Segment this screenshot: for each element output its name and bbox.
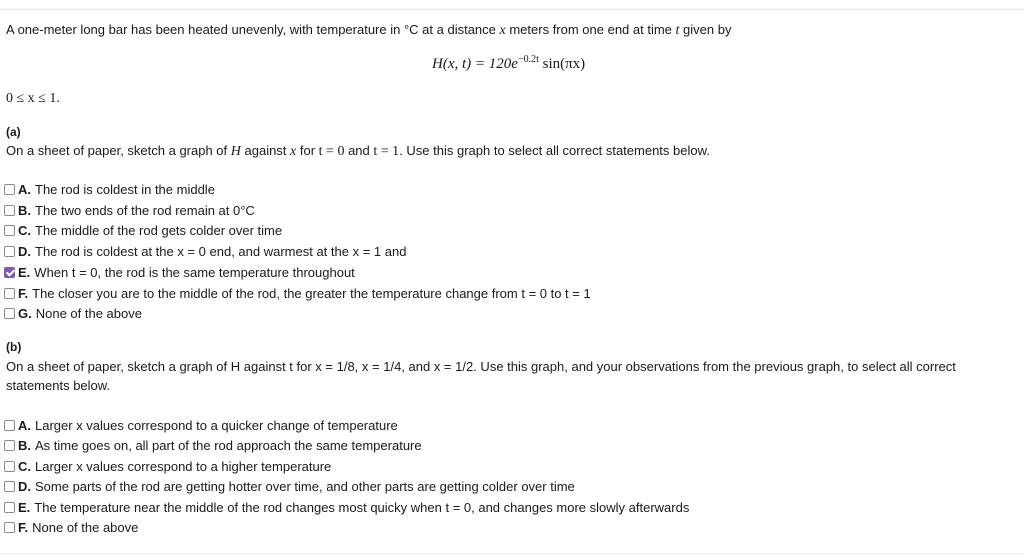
heat-formula <box>432 54 585 73</box>
var-t: t <box>675 23 680 38</box>
part-a-option-e[interactable] <box>4 263 355 281</box>
option-text: As time goes on, all part of the rod approach the same temperature <box>35 437 422 453</box>
problem-intro <box>6 22 731 39</box>
prompt-text: On a sheet of paper, sketch a graph of <box>6 143 231 158</box>
prompt-text: against <box>240 143 291 158</box>
intro-text: A one-meter long bar has been heated unevenly, with temperature in <box>6 22 404 37</box>
prompt-text: . Use this graph to select all correct statements below. <box>399 143 710 158</box>
intro-text: at a distance <box>418 22 500 37</box>
part-a-option-c[interactable] <box>4 221 282 239</box>
checkbox[interactable] <box>4 288 15 299</box>
option-text: The rod is coldest in the middle <box>35 181 215 197</box>
option-letter: F. <box>18 519 29 535</box>
bottom-divider <box>0 553 1024 554</box>
checkbox[interactable] <box>4 246 15 257</box>
formula-lhs: H(x, t) = 120e <box>432 56 518 72</box>
checkbox[interactable] <box>4 184 15 195</box>
checkbox[interactable] <box>4 420 15 431</box>
part-b-option-f[interactable] <box>4 518 138 536</box>
option-text: None of the above <box>35 305 142 321</box>
option-letter: A. <box>18 181 31 197</box>
checkbox[interactable] <box>4 481 15 492</box>
option-text: The rod is coldest at the x = 0 end, and warmest at the x = 1 and <box>35 243 407 259</box>
part-b-option-d[interactable] <box>4 477 575 495</box>
checkbox[interactable] <box>4 267 15 278</box>
part-b-label: (b) <box>6 340 22 354</box>
formula-exponent: −0.2t <box>517 54 539 65</box>
option-text: Larger x values correspond to a quicker change of temperature <box>35 417 398 433</box>
option-letter: F. <box>18 285 29 301</box>
domain-range: 0 ≤ x ≤ 1. <box>6 91 60 106</box>
var-x: x <box>290 144 297 159</box>
part-b-option-c[interactable] <box>4 457 331 475</box>
part-a-option-g[interactable] <box>4 304 142 322</box>
option-letter: E. <box>18 264 31 280</box>
var-x: x <box>499 23 506 38</box>
t-zero: t = 0 <box>318 144 345 159</box>
part-b-prompt: On a sheet of paper, sketch a graph of H against t for x = 1/8, x = 1/4, and x = 1/2. Use this graph, and your observations from the previous graph, to select all correct statements below. <box>6 359 956 393</box>
option-letter: G. <box>18 305 32 321</box>
checkbox[interactable] <box>4 502 15 513</box>
checkbox[interactable] <box>4 308 15 319</box>
option-text: The middle of the rod gets colder over time <box>35 222 283 238</box>
option-letter: C. <box>18 458 31 474</box>
option-text: Larger x values correspond to a higher temperature <box>35 458 332 474</box>
option-letter: C. <box>18 222 31 238</box>
var-H: H <box>230 144 241 159</box>
part-a-prompt <box>6 143 710 160</box>
checkbox[interactable] <box>4 522 15 533</box>
part-b-option-b[interactable] <box>4 436 422 454</box>
option-text: When t = 0, the rod is the same temperature throughout <box>34 264 355 280</box>
option-letter: D. <box>18 243 31 259</box>
part-b-option-a[interactable] <box>4 416 398 434</box>
checkbox[interactable] <box>4 440 15 451</box>
option-letter: B. <box>18 437 31 453</box>
t-one: t = 1 <box>373 144 400 159</box>
part-a-option-b[interactable] <box>4 201 255 219</box>
option-text: The temperature near the middle of the rod changes most quicky when t = 0, and changes more slowly afterwards <box>34 499 690 515</box>
option-text: None of the above <box>32 519 139 535</box>
option-text: Some parts of the rod are getting hotter over time, and other parts are getting colder over time <box>35 478 575 494</box>
degree-unit: °C <box>403 22 419 37</box>
part-a-option-f[interactable] <box>4 284 591 302</box>
option-text: The two ends of the rod remain at 0°C <box>35 202 255 218</box>
part-b-option-e[interactable] <box>4 498 689 516</box>
prompt-text: and <box>344 143 374 158</box>
option-text: The closer you are to the middle of the rod, the greater the temperature change from t = 0 to t = 1 <box>32 285 591 301</box>
part-a-option-a[interactable] <box>4 180 215 198</box>
formula-rhs: sin(πx) <box>538 56 586 72</box>
top-divider <box>0 9 1024 10</box>
option-letter: E. <box>18 499 31 515</box>
option-letter: A. <box>18 417 31 433</box>
option-letter: B. <box>18 202 31 218</box>
checkbox[interactable] <box>4 225 15 236</box>
intro-text: given by <box>679 22 732 37</box>
intro-text: meters from one end at time <box>505 22 676 37</box>
part-a-label: (a) <box>6 125 21 139</box>
checkbox[interactable] <box>4 461 15 472</box>
option-letter: D. <box>18 478 31 494</box>
checkbox[interactable] <box>4 205 15 216</box>
prompt-text: for <box>296 143 319 158</box>
part-a-option-d[interactable] <box>4 242 406 260</box>
